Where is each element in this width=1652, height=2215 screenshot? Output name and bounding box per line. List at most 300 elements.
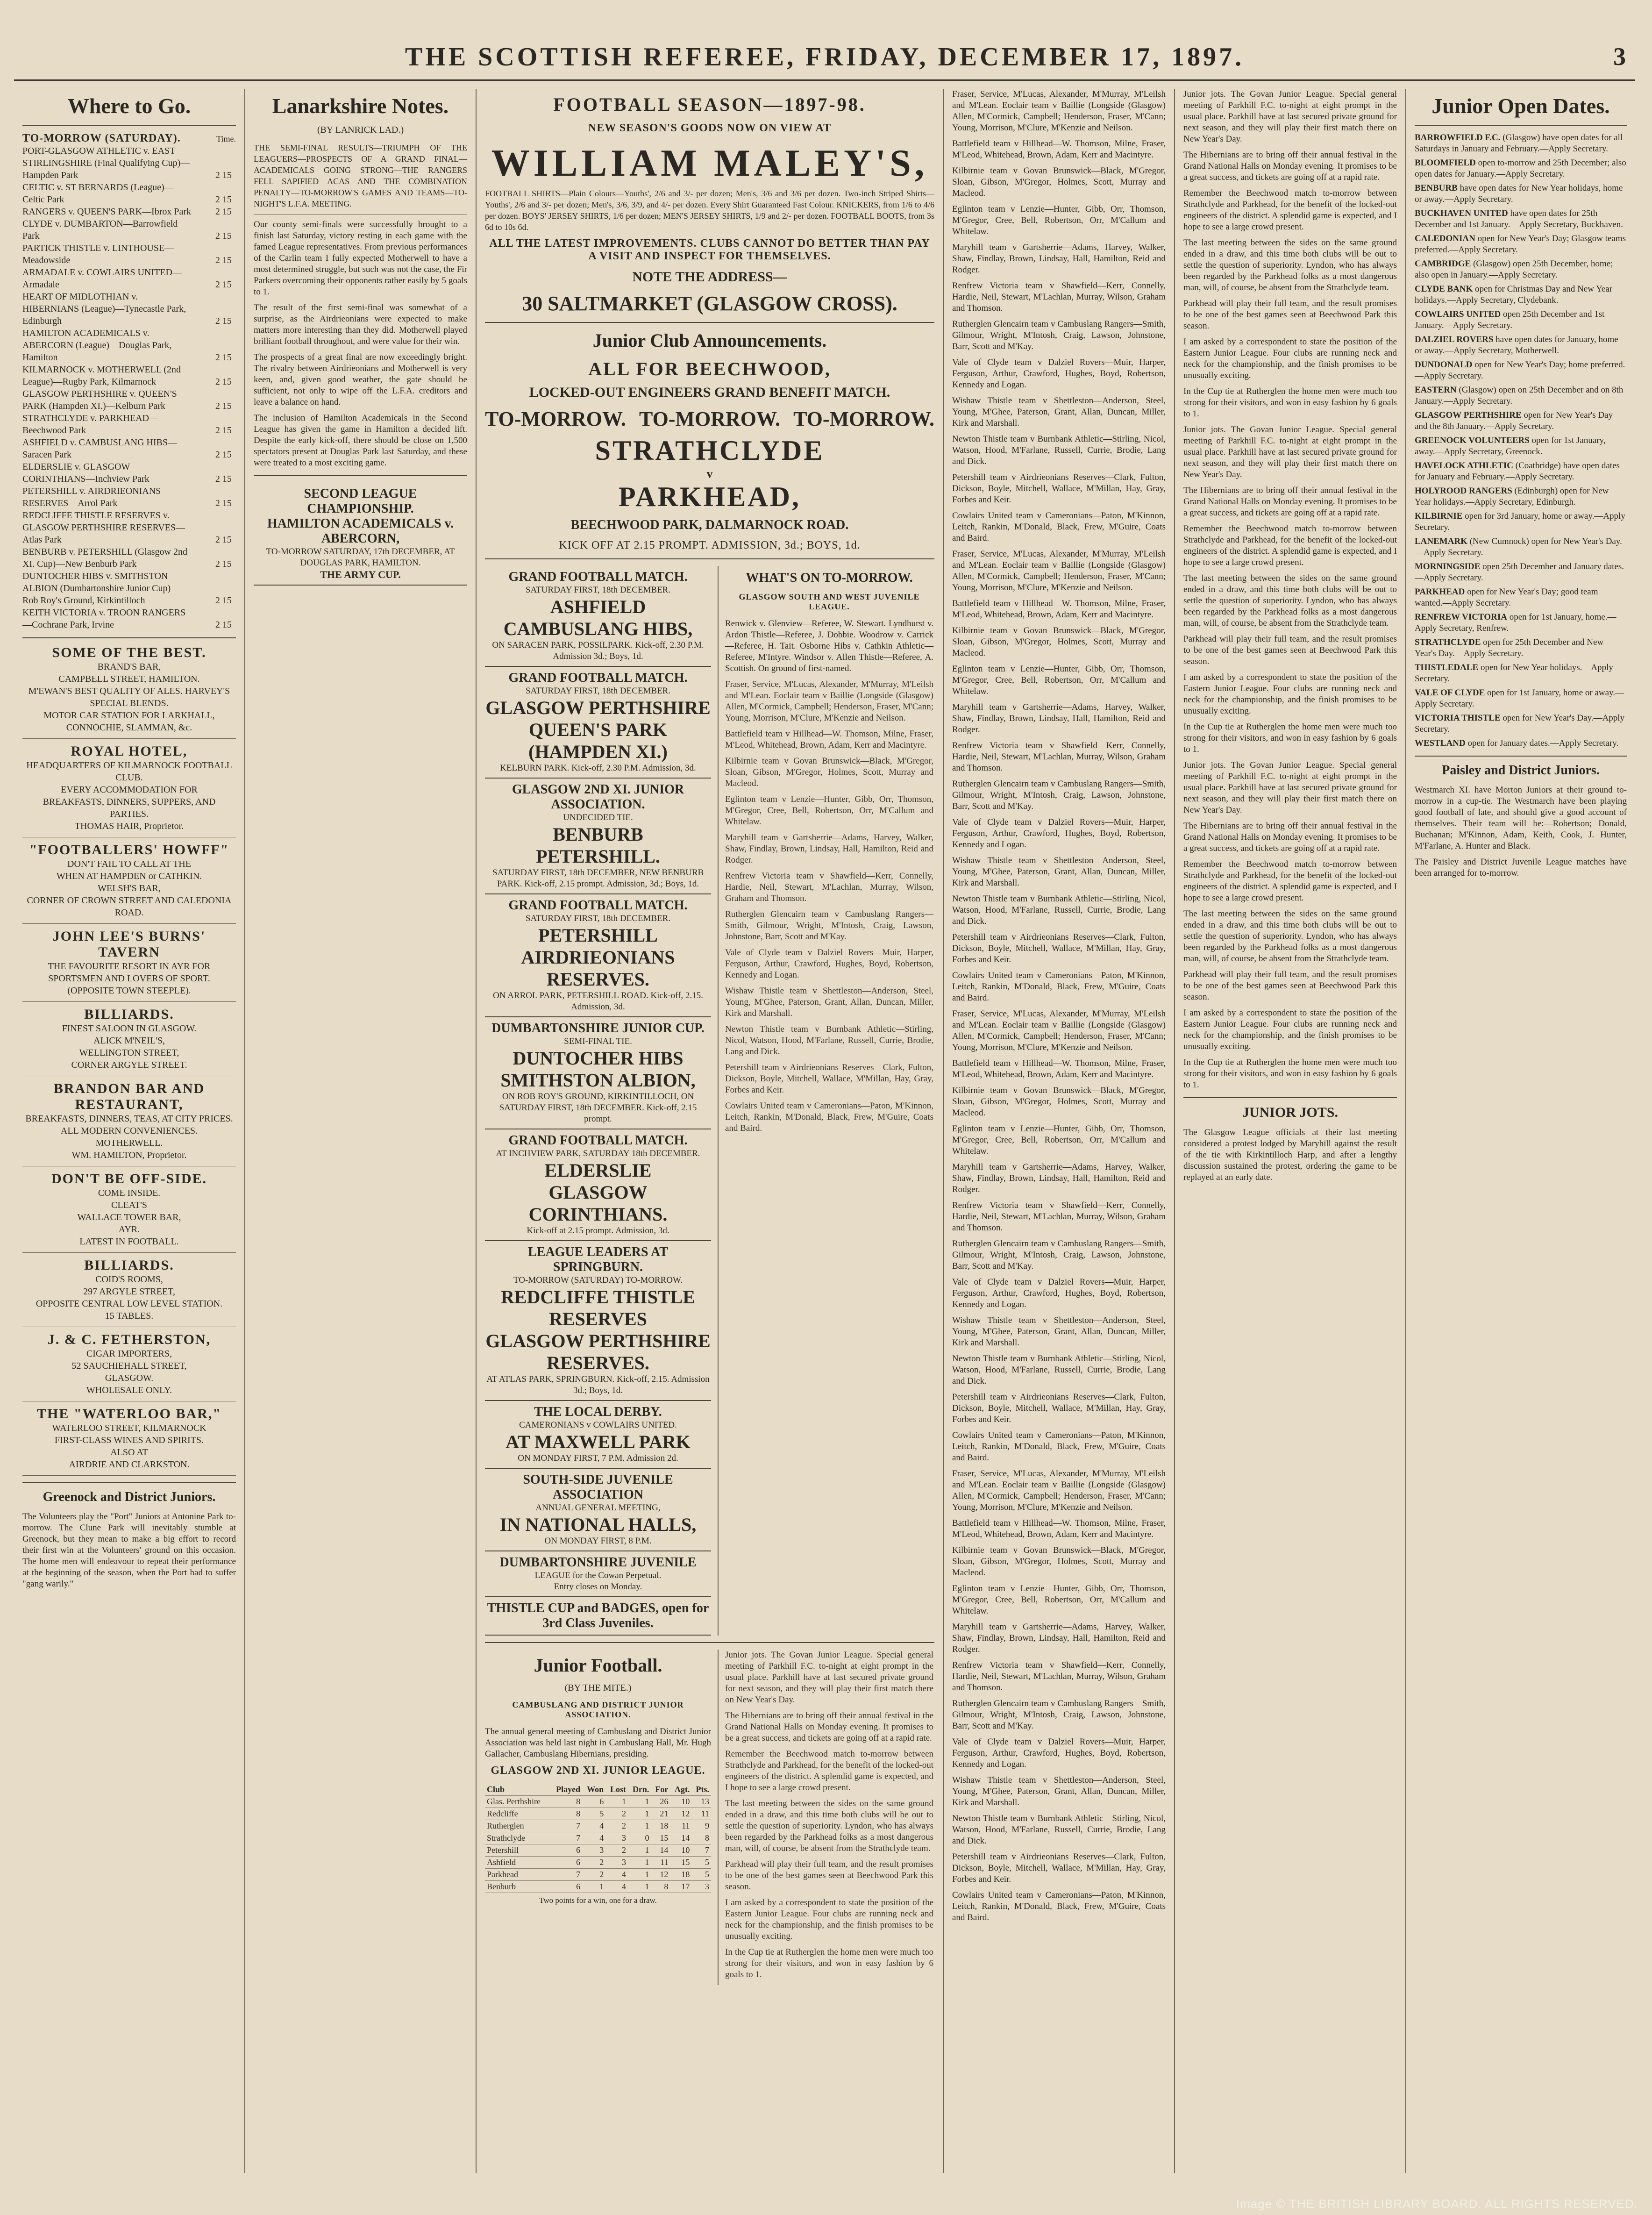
team-line-paragraph: Maryhill team v Gartsherrie—Adams, Harvey, Walker, Shaw, Findlay, Brown, Lindsay, Hall, Hamilton, Reid and Rodger. xyxy=(952,243,1166,275)
match-box-title: GLASGOW 2ND XI. JUNIOR ASSOCIATION. xyxy=(512,782,684,812)
advertisement-line: CORNER ARGYLE STREET. xyxy=(71,1060,187,1070)
tomorrow-label: TO-MORROW. xyxy=(485,407,626,430)
columns xyxy=(14,89,1635,2173)
advertisement-line: ALL MODERN CONVENIENCES. xyxy=(60,1126,198,1136)
advertisement-line: AIRDRIE AND CLARKSTON. xyxy=(69,1459,190,1470)
open-date-club: BARROWFIELD F.C. xyxy=(1415,133,1501,143)
advertisement-line: (OPPOSITE TOWN STEEPLE). xyxy=(67,986,191,996)
junior-note-paragraph: In the Cup tie at Rutherglen the home men were much too strong for their visitors, and won in easy fashion by 6 goals to 1. xyxy=(1183,1057,1397,1090)
table-cell: 11 xyxy=(691,1808,711,1820)
match-box-team: AIRDRIEONIANS RESERVES. xyxy=(521,947,675,990)
table-cell: 2 xyxy=(582,1869,605,1881)
team-lines-text xyxy=(952,89,1166,1923)
open-date-club: VALE OF CLYDE xyxy=(1415,688,1485,698)
match-box-title: GRAND FOOTBALL MATCH. xyxy=(508,1133,688,1148)
team-line-paragraph: Eglinton team v Lenzie—Hunter, Gibb, Orr, Thomson, M'Gregor, Cree, Bell, Robertson, Orr, M'Callum and Whitelaw. xyxy=(725,794,933,827)
fixture-text: CELTIC v. ST BERNARDS (League)—Celtic Park xyxy=(22,182,174,205)
advertisement-line: BREAKFASTS, DINNERS, TEAS, AT CITY PRICES. xyxy=(25,1114,233,1124)
divider xyxy=(254,475,467,476)
where-to-go-heading: Where to Go. xyxy=(67,94,191,118)
advertisement-line: CLEAT'S xyxy=(111,1200,147,1210)
open-date-text: open to-morrow and 25th December; also open dates for January.—Apply Secretary. xyxy=(1415,158,1626,179)
match-box-when: LEAGUE for the Cowan Perpetual. xyxy=(534,1571,662,1580)
table-cell: 6 xyxy=(550,1844,582,1857)
fixture-text: CLYDE v. DUMBARTON—Barrowfield Park xyxy=(22,219,178,241)
team-strathclyde: STRATHCLYDE xyxy=(595,435,825,466)
open-date-text: open for New Year's Day and the 8th January.—Apply Secretary. xyxy=(1415,410,1613,431)
advertisement-line: COME INSIDE. xyxy=(98,1188,161,1198)
table-cell: 1 xyxy=(628,1844,651,1857)
junior-note-paragraph: The last meeting between the sides on the same ground ended in a draw, and this time both clubs will be out to settle the question of superiority. Lyndon, who has always been regarded by the Parkhead folks as a most dangerous man, will, of course, be absent from the Strathclyde team. xyxy=(725,1799,933,1853)
match-box-team: IN NATIONAL HALLS, xyxy=(499,1514,697,1535)
second-league-when: TO-MORROW SATURDAY, 17th DECEMBER, AT DOUGLAS PARK, HAMILTON. xyxy=(266,547,455,568)
open-date-entry xyxy=(1415,662,1627,685)
maley-address: 30 SALTMARKET (GLASGOW CROSS). xyxy=(522,292,897,315)
open-date-entry xyxy=(1415,410,1627,432)
divider xyxy=(485,1642,934,1643)
match-box-title: GRAND FOOTBALL MATCH. xyxy=(508,671,688,685)
advertisement-line: WM. HAMILTON, Proprietor. xyxy=(71,1150,187,1160)
advertisement-line: MOTOR CAR STATION FOR LARKHALL, CONNOCHIE, SLAMMAN, &c. xyxy=(43,710,215,733)
open-date-entry xyxy=(1415,460,1627,483)
open-date-entry xyxy=(1415,511,1627,533)
match-box-title: LEAGUE LEADERS AT SPRINGBURN. xyxy=(528,1245,668,1274)
open-date-text: open for New Year holidays.—Apply Secretary. xyxy=(1415,663,1613,684)
advertisement-line: COID'S ROOMS, xyxy=(95,1274,163,1285)
divider xyxy=(1415,125,1627,126)
fixture-item xyxy=(22,388,236,412)
open-date-entry xyxy=(1415,132,1627,155)
team-line-paragraph: Maryhill team v Gartsherrie—Adams, Harvey, Walker, Shaw, Findlay, Brown, Lindsay, Hall, Hamilton, Reid and Rodger. xyxy=(952,1622,1166,1654)
lanarkshire-paragraphs xyxy=(254,219,467,469)
open-date-club: BENBURB xyxy=(1415,183,1458,193)
advertisement-name: BRANDON BAR AND RESTAURANT, xyxy=(53,1081,205,1112)
table-cell: Petershill xyxy=(485,1844,550,1857)
table-row xyxy=(485,1808,711,1820)
table-cell: Redcliffe xyxy=(485,1808,550,1820)
open-date-text: open for New Year's Day; good team wanted.—Apply Secretary. xyxy=(1415,587,1598,608)
junior-note-paragraph: Remember the Beechwood match to-morrow between Strathclyde and Parkhead, for the benefit of the locked-out engineers of the district. A splendid game is expected, and I hope to see a large crowd present. xyxy=(1183,524,1397,567)
team-line-paragraph: Cowlairs United team v Cameronians—Paton, M'Kinnon, Leitch, Rankin, M'Donald, Black, Frew, M'Guire, Coats and Baird. xyxy=(952,1430,1166,1463)
open-date-entry xyxy=(1415,612,1627,634)
match-box-team: ELDERSLIE xyxy=(544,1160,652,1181)
page-number: 3 xyxy=(1613,43,1626,71)
open-date-club: DALZIEL ROVERS xyxy=(1415,335,1494,344)
second-league-teams: HAMILTON ACADEMICALS v. ABERCORN, xyxy=(267,516,454,546)
match-box-team: PETERSHILL xyxy=(538,925,658,946)
advertisement-line: M'EWAN'S BEST QUALITY OF ALES. HARVEY'S SPECIAL BLENDS. xyxy=(28,686,230,708)
table-cell: 8 xyxy=(550,1796,582,1808)
match-box xyxy=(485,667,711,779)
newspaper-page xyxy=(14,9,1635,2206)
fixture-text: HAMILTON ACADEMICALS v. ABERCORN (League)—Douglas Park, Hamilton xyxy=(22,328,172,363)
whats-on-title: WHAT'S ON TO-MORROW. xyxy=(746,571,913,585)
junior-note-paragraph: The last meeting between the sides on the same ground ended in a draw, and this time both clubs will be out to settle the question of superiority. Lyndon, who has always been regarded by the Parkhead folks as a most dangerous man, will, of course, be absent from the Strathclyde team. xyxy=(1183,909,1397,964)
open-date-club: RENFREW VICTORIA xyxy=(1415,612,1507,622)
advertisement-name: JOHN LEE'S BURNS' TAVERN xyxy=(52,929,206,960)
open-date-entry xyxy=(1415,385,1627,407)
team-line-paragraph: Rutherglen Glencairn team v Cambuslang Rangers—Smith, Gilmour, Wright, M'Intosh, Craig, Lawson, Johnstone, Barr, Scott and M'Kay. xyxy=(952,1239,1166,1271)
fixture-item xyxy=(22,218,236,242)
team-line-paragraph: Maryhill team v Gartsherrie—Adams, Harvey, Walker, Shaw, Findlay, Brown, Lindsay, Hall, Hamilton, Reid and Rodger. xyxy=(952,1162,1166,1194)
junior-note-paragraph: Parkhead will play their full team, and the result promises to be one of the best games seen at Beechwood Park this season. xyxy=(725,1859,933,1892)
advertisement-name: BILLIARDS. xyxy=(84,1007,174,1022)
table-cell: 2 xyxy=(605,1844,628,1857)
fixture-item xyxy=(22,206,236,218)
fixture-item xyxy=(22,570,236,607)
table-cell: 14 xyxy=(670,1832,691,1844)
team-line-paragraph: Petershill team v Airdrieonians Reserves—Clark, Fulton, Dickson, Boyle, Mitchell, Wallace, M'Millan, Hay, Gray, Forbes and Keir. xyxy=(952,472,1166,505)
advertisement xyxy=(22,929,236,997)
open-date-entry xyxy=(1415,258,1627,281)
greenock-text: The Volunteers play the "Port" Juniors at Antonine Park to-morrow. The Clune Park will inevitably stumble at Greenock, but they mean to make a big effort to record their first win at the Volunteers' ground on this occasion. The home men will endeavour to repeat their performance at the beginning of the season, when the Port had to suffer "gang warily." xyxy=(22,1512,236,1589)
junior-note-paragraph: In the Cup tie at Rutherglen the home men were much too strong for their visitors, and won in easy fashion by 6 goals to 1. xyxy=(1183,722,1397,754)
table-cell: 1 xyxy=(628,1881,651,1893)
open-date-club: BLOOMFIELD xyxy=(1415,158,1476,168)
fixture-item xyxy=(22,436,236,461)
team-line-paragraph: Cowlairs United team v Cameronians—Paton, M'Kinnon, Leitch, Rankin, M'Donald, Black, Frew, M'Guire, Coats and Baird. xyxy=(725,1101,933,1133)
fixture-text: KILMARNOCK v. MOTHERWELL (2nd League)—Rugby Park, Kilmarnock xyxy=(22,364,181,387)
league-table-header-cell: Lost xyxy=(605,1784,628,1796)
table-cell: 1 xyxy=(628,1820,651,1832)
second-league-title: SECOND LEAGUE CHAMPIONSHIP. xyxy=(304,486,417,516)
advertisement-list xyxy=(22,645,236,1476)
fixture-text: BENBURB v. PETERSHILL (Glasgow 2nd XI. Cup)—New Benburb Park xyxy=(22,547,187,569)
open-date-entry xyxy=(1415,284,1627,306)
match-box-when: SATURDAY FIRST, 18th DECEMBER. xyxy=(525,914,671,923)
divider xyxy=(485,558,934,559)
beechwood-kickoff: KICK OFF AT 2.15 PROMPT. ADMISSION, 3d.; BOYS, 1d. xyxy=(559,539,861,551)
advertisement-line: HEADQUARTERS OF KILMARNOCK FOOTBALL CLUB. xyxy=(26,760,232,783)
advertisement-name: THE "WATERLOO BAR," xyxy=(37,1406,221,1422)
junior-note-paragraph: Junior jots. The Govan Junior League. Special general meeting of Parkhill F.C. to-night at eight prompt in the usual place. Parkhill have at last secured private ground for next season, and they will play their first match there on New Year's Day. xyxy=(1183,425,1397,479)
open-date-entry xyxy=(1415,309,1627,331)
open-date-club: CAMBRIDGE xyxy=(1415,259,1471,269)
whats-on-text: Renwick v. Glenview—Referee, W. Stewart. Lyndhurst v. Ardon Thistle—Referee, J. Dobbie. Woodrow v. Carrick—Referee, H. Tait. Osborne Hibs v. Cathkin Athletic—Referee, M'Intyre. Windsor v. Allen Thistle—Referee, A. Scottish. On ground of first-named. xyxy=(725,619,933,673)
team-line-paragraph: Vale of Clyde team v Dalziel Rovers—Muir, Harper, Ferguson, Arthur, Crawford, Hughes, Boyd, Robertson, Kennedy and Logan. xyxy=(952,1737,1166,1769)
advertisement xyxy=(22,645,236,734)
fixture-time: 2 15 xyxy=(215,498,232,508)
open-date-text: open for January dates.—Apply Secretary. xyxy=(1467,738,1619,748)
match-box xyxy=(485,1129,711,1241)
beechwood-title: ALL FOR BEECHWOOD, xyxy=(588,358,831,379)
advertisement xyxy=(22,1406,236,1471)
fixture-item xyxy=(22,145,236,181)
advertisement xyxy=(22,842,236,919)
table-cell: 11 xyxy=(670,1820,691,1832)
match-box-where: ON MONDAY FIRST, 7 P.M. Admission 2d. xyxy=(518,1453,678,1463)
team-line-paragraph: Vale of Clyde team v Dalziel Rovers—Muir, Harper, Ferguson, Arthur, Crawford, Hughes, Boyd, Robertson, Kennedy and Logan. xyxy=(952,817,1166,850)
match-box-title: GRAND FOOTBALL MATCH. xyxy=(508,570,688,584)
advertisement-line: WHOLESALE ONLY. xyxy=(86,1385,172,1395)
divider xyxy=(22,125,236,126)
match-box-when: SEMI-FINAL TIE. xyxy=(564,1036,632,1046)
advertisement-line: 52 SAUCHIEHALL STREET, xyxy=(71,1361,187,1371)
open-date-club: VICTORIA THISTLE xyxy=(1415,713,1501,723)
open-date-text: have open dates for 25th December and 1st January.—Apply Secretary, Buckhaven. xyxy=(1415,208,1623,229)
table-cell: 21 xyxy=(651,1808,670,1820)
junior-jots-text: The Glasgow League officials at their last meeting considered a protest lodged by Maryhill against the result of the tie with Kirkintilloch Harp, and after a lengthy discussion sustained the protest, ordering the game to be replayed at an early date. xyxy=(1183,1128,1397,1182)
fixture-item xyxy=(22,412,236,436)
match-box-when: UNDECIDED TIE. xyxy=(563,813,633,822)
league-table-title: GLASGOW 2ND XI. JUNIOR LEAGUE. xyxy=(491,1765,705,1777)
fixture-time: 2 15 xyxy=(215,255,232,265)
advertisement-line: WELSH'S BAR, xyxy=(98,883,161,893)
team-line-paragraph: Kilbirnie team v Govan Brunswick—Black, M'Gregor, Sloan, Gibson, M'Gregor, Holmes, Scott, Murray and Macleod. xyxy=(952,166,1166,198)
fixture-columns-text xyxy=(725,679,933,1134)
fixture-item xyxy=(22,364,236,388)
fixture-item xyxy=(22,327,236,364)
advertisement xyxy=(22,1332,236,1396)
junior-jots-heading: JUNIOR JOTS. xyxy=(1242,1105,1339,1120)
match-box-where: KELBURN PARK. Kick-off, 2.30 P.M. Admission, 3d. xyxy=(500,763,696,773)
team-line-paragraph: Newton Thistle team v Burnbank Athletic—Stirling, Nicol, Watson, Hood, M'Farlane, Russell, Currie, Brodie, Lang and Dick. xyxy=(952,894,1166,926)
open-date-entry xyxy=(1415,157,1627,180)
open-date-entry xyxy=(1415,334,1627,357)
fixture-time: 2 15 xyxy=(215,474,232,484)
team-line-paragraph: Vale of Clyde team v Dalziel Rovers—Muir, Harper, Ferguson, Arthur, Crawford, Hughes, Boyd, Robertson, Kennedy and Logan. xyxy=(725,948,933,980)
match-box xyxy=(485,566,711,667)
versus-label: v xyxy=(706,467,713,480)
open-date-club: STRATHCLYDE xyxy=(1415,637,1481,647)
match-box-when: ANNUAL GENERAL MEETING, xyxy=(535,1503,661,1513)
team-line-paragraph: Eglinton team v Lenzie—Hunter, Gibb, Orr, Thomson, M'Gregor, Cree, Bell, Robertson, Orr, M'Callum and Whitelaw. xyxy=(952,1584,1166,1616)
match-box-where: ON ROB ROY'S GROUND, KIRKINTILLOCH, ON SATURDAY FIRST, 18th DECEMBER. Kick-off, 2.15 prompt. xyxy=(499,1092,697,1124)
match-box-where: ON ARROL PARK, PETERSHILL ROAD. Kick-off, 2.15. Admission, 3d. xyxy=(493,991,703,1012)
advertisement-line: CORNER OF CROWN STREET AND CALEDONIA ROAD. xyxy=(27,895,232,918)
fixture-time: 2 15 xyxy=(215,535,232,545)
match-box xyxy=(485,894,711,1017)
advertisement-name: BILLIARDS. xyxy=(84,1258,174,1273)
divider xyxy=(22,1252,236,1253)
team-line-paragraph: Battlefield team v Hillhead—W. Thomson, Milne, Fraser, M'Leod, Whitehead, Brown, Adam, Kerr and Macintyre. xyxy=(725,729,933,750)
match-box-title: SOUTH-SIDE JUVENILE ASSOCIATION xyxy=(523,1472,673,1502)
team-line-paragraph: Kilbirnie team v Govan Brunswick—Black, M'Gregor, Sloan, Gibson, M'Gregor, Holmes, Scott, Murray and Macleod. xyxy=(725,756,933,788)
open-date-club: LANEMARK xyxy=(1415,536,1467,546)
advertisement-line: BRAND'S BAR, xyxy=(97,662,161,672)
table-cell: 7 xyxy=(550,1832,582,1844)
divider xyxy=(22,738,236,739)
table-cell: 26 xyxy=(651,1796,670,1808)
open-date-text: (Edinburgh) open for New Year holidays.—Apply Secretary, Edinburgh. xyxy=(1415,486,1609,507)
team-line-paragraph: Wishaw Thistle team v Shettleston—Anderson, Steel, Young, M'Ghee, Paterson, Grant, Allan, Duncan, Miller, Kirk and Marshall. xyxy=(725,986,933,1018)
table-cell: 3 xyxy=(605,1857,628,1869)
match-box xyxy=(485,1551,711,1597)
table-cell: 0 xyxy=(628,1832,651,1844)
open-date-entry xyxy=(1415,586,1627,609)
fixture-time: 2 15 xyxy=(215,559,232,569)
open-dates-list xyxy=(1415,132,1627,749)
fixture-time: 2 15 xyxy=(215,194,232,205)
open-date-club: HAVELOCK ATHLETIC xyxy=(1415,461,1513,471)
fixture-text: RANGERS v. QUEEN'S PARK—Ibrox Park xyxy=(22,207,192,217)
beechwood-subtitle: LOCKED-OUT ENGINEERS GRAND BENEFIT MATCH. xyxy=(529,385,890,400)
team-line-paragraph: Rutherglen Glencairn team v Cambuslang Rangers—Smith, Gilmour, Wright, M'Intosh, Craig, Lawson, Johnstone, Barr, Scott and M'Kay. xyxy=(725,909,933,942)
open-date-text: open for New Year's Day; home preferred.—Apply Secretary. xyxy=(1415,360,1625,381)
match-box-where: AT ATLAS PARK, SPRINGBURN. Kick-off, 2.15. Admission 3d.; Boys, 1d. xyxy=(486,1374,710,1395)
season-heading: FOOTBALL SEASON—1897-98. xyxy=(553,94,866,115)
team-line-paragraph: Rutherglen Glencairn team v Cambuslang Rangers—Smith, Gilmour, Wright, M'Intosh, Craig, Lawson, Johnstone, Barr, Scott and M'Kay. xyxy=(952,319,1166,351)
team-line-paragraph: Vale of Clyde team v Dalziel Rovers—Muir, Harper, Ferguson, Arthur, Crawford, Hughes, Boyd, Robertson, Kennedy and Logan. xyxy=(952,1277,1166,1309)
junior-note-paragraph: The last meeting between the sides on the same ground ended in a draw, and this time both clubs will be out to settle the question of superiority. Lyndon, who has always been regarded by the Parkhead folks as a most dangerous man, will, of course, be absent from the Strathclyde team. xyxy=(1183,573,1397,628)
match-box-team: ASHFIELD xyxy=(550,596,646,617)
lanarkshire-paragraph: The prospects of a great final are now exceedingly bright. The rivalry between Airdrieonians and Motherwell is very keen, and, given good weather, the gate should be sufficient, not only to wipe off the L.F.A. creditors and leave a balance on hand. xyxy=(254,352,467,407)
junior-notes-paragraphs xyxy=(1183,89,1397,1091)
table-cell: 1 xyxy=(628,1796,651,1808)
table-cell: 9 xyxy=(691,1820,711,1832)
advertisement-line: LATEST IN FOOTBALL. xyxy=(79,1236,179,1247)
column-where-to-go xyxy=(14,89,245,2173)
league-table-header-cell: Won xyxy=(582,1784,605,1796)
team-line-paragraph: Petershill team v Airdrieonians Reserves—Clark, Fulton, Dickson, Boyle, Mitchell, Wallace, M'Millan, Hay, Gray, Forbes and Keir. xyxy=(952,932,1166,965)
fixture-time: 2 15 xyxy=(215,170,232,180)
fixture-time: 2 15 xyxy=(215,425,232,436)
table-cell: 3 xyxy=(691,1881,711,1893)
fixture-time: 2 15 xyxy=(215,595,232,606)
table-row xyxy=(485,1857,711,1869)
match-box-team: GLASGOW PERTHSHIRE RESERVES. xyxy=(485,1330,711,1373)
table-row xyxy=(485,1844,711,1857)
junior-football-title: Junior Football. xyxy=(534,1655,662,1676)
open-date-text: have open dates for January, home or away.—Apply Secretary, Motherwell. xyxy=(1415,335,1618,356)
open-date-text: (Glasgow) have open dates for all Saturdays in January and February.—Apply Secretary. xyxy=(1415,133,1623,154)
match-box xyxy=(485,1401,711,1469)
fixture-time: 2 15 xyxy=(215,207,232,217)
league-table-header-cell: Pts. xyxy=(691,1784,711,1796)
advertisement-line: CIGAR IMPORTERS, xyxy=(86,1349,172,1359)
league-table-header-cell: Played xyxy=(550,1784,582,1796)
advertisement xyxy=(22,1081,236,1161)
advertisement-line: THOMAS HAIR, Proprietor. xyxy=(74,821,184,831)
junior-note-paragraph: Remember the Beechwood match to-morrow between Strathclyde and Parkhead, for the benefit of the locked-out engineers of the district. A splendid game is expected, and I hope to see a large crowd present. xyxy=(1183,859,1397,903)
paisley-footer-note: The Paisley and District Juvenile League matches have been arranged for to-morrow. xyxy=(1415,857,1627,878)
tomorrow-label: TO-MORROW. xyxy=(639,407,780,430)
fixture-text: KEITH VICTORIA v. TROON RANGERS—Cochrane Park, Irvine xyxy=(22,607,186,630)
table-cell: 4 xyxy=(605,1881,628,1893)
team-line-paragraph: Cowlairs United team v Cameronians—Paton, M'Kinnon, Leitch, Rankin, M'Donald, Black, Frew, M'Guire, Coats and Baird. xyxy=(952,971,1166,1003)
table-cell: 12 xyxy=(651,1869,670,1881)
match-box-title: THE LOCAL DERBY. xyxy=(534,1405,662,1419)
league-table-header-cell: For xyxy=(651,1784,670,1796)
divider xyxy=(22,1475,236,1476)
team-line-paragraph: Petershill team v Airdrieonians Reserves—Clark, Fulton, Dickson, Boyle, Mitchell, Wallace, M'Millan, Hay, Gray, Forbes and Keir. xyxy=(952,1392,1166,1424)
open-date-text: open for 1st January, home.—Apply Secretary, Renfrew. xyxy=(1415,612,1616,633)
advertisement-name: SOME OF THE BEST. xyxy=(52,645,206,660)
match-box xyxy=(485,1469,711,1551)
advertisement-line: WELLINGTON STREET, xyxy=(79,1048,179,1058)
junior-note-paragraph: The Hibernians are to bring off their annual festival in the Grand National Halls on Monday evening. It promises to be a great success, and tickets are going off at a rapid rate. xyxy=(725,1711,933,1743)
open-date-entry xyxy=(1415,208,1627,230)
table-cell: 10 xyxy=(670,1844,691,1857)
team-line-paragraph: Newton Thistle team v Burnbank Athletic—Stirling, Nicol, Watson, Hood, M'Farlane, Russell, Currie, Brodie, Lang and Dick. xyxy=(952,1814,1166,1846)
team-line-paragraph: Battlefield team v Hillhead—W. Thomson, Milne, Fraser, M'Leod, Whitehead, Brown, Adam, Kerr and Macintyre. xyxy=(952,139,1166,160)
match-box-team: QUEEN'S PARK (HAMPDEN XI.) xyxy=(528,719,668,762)
advertisement-line: GLASGOW. xyxy=(105,1373,154,1383)
junior-football-area xyxy=(485,1650,934,1985)
fixture-item xyxy=(22,509,236,546)
fixture-text: PETERSHILL v. AIRDRIEONIANS RESERVES—Arrol Park xyxy=(22,486,161,508)
match-box-team: GLASGOW CORINTHIANS. xyxy=(528,1182,668,1225)
fixture-text: GLASGOW PERTHSHIRE v. QUEEN'S PARK (Hampden XI.)—Kelburn Park xyxy=(22,389,177,411)
table-cell: 5 xyxy=(691,1869,711,1881)
match-box-team: GLASGOW PERTHSHIRE xyxy=(485,697,711,718)
league-table-body xyxy=(485,1796,711,1893)
open-date-club: MORNINGSIDE xyxy=(1415,562,1481,572)
open-date-text: open for 3rd January, home or away.—Apply Secretary. xyxy=(1415,511,1625,532)
open-date-entry xyxy=(1415,536,1627,558)
fixture-time: 2 15 xyxy=(215,316,232,326)
lanarkshire-paragraph: Our county semi-finals were successfully brought to a finish last Saturday, victory resting in each game with the famed League representatives. From previous performances of the Carlin team I fully expected Motherwell to have a most determined struggle, but such was not the case, the Fir Parkers overcoming their opponents rather easily by 5 goals to 1. xyxy=(254,220,467,297)
advertisement-name: DON'T BE OFF-SIDE. xyxy=(51,1171,207,1186)
match-box-where: SATURDAY FIRST, 18th DECEMBER, NEW BENBURB PARK. Kick-off, 2.15 prompt. Admission, 3d.; Boys, 1d. xyxy=(492,868,704,889)
where-to-go-subheading: TO-MORROW (SATURDAY). xyxy=(22,132,181,144)
table-cell: 4 xyxy=(605,1869,628,1881)
fixture-item xyxy=(22,607,236,631)
beechwood-venue: BEECHWOOD PARK, DALMARNOCK ROAD. xyxy=(570,518,849,532)
advertisement-name: ROYAL HOTEL, xyxy=(71,743,188,759)
tomorrow-label: TO-MORROW. xyxy=(793,407,934,430)
table-cell: Parkhead xyxy=(485,1869,550,1881)
open-date-club: THISTLEDALE xyxy=(1415,663,1479,672)
match-box-when: SATURDAY FIRST, 18th DECEMBER. xyxy=(525,585,671,595)
team-line-paragraph: Renfrew Victoria team v Shawfield—Kerr, Connelly, Hardie, Neil, Stewart, M'Lachlan, Murray, Wilson, Graham and Thomson. xyxy=(952,741,1166,773)
open-date-entry xyxy=(1415,637,1627,659)
fixture-text: PARTICK THISTLE v. LINTHOUSE—Meadowside xyxy=(22,243,174,265)
fixture-time: 2 15 xyxy=(215,279,232,290)
advertisement-line: ALSO AT xyxy=(110,1447,148,1458)
column-advertisements xyxy=(477,89,944,2173)
fixture-text: STRATHCLYDE v. PARKHEAD—Beechwood Park xyxy=(22,413,158,436)
right-subcolumn xyxy=(719,566,933,1636)
league-table-header xyxy=(485,1784,711,1796)
league-table-header-cell: Drn. xyxy=(628,1784,651,1796)
open-date-text: (Glasgow) open 25th December, home; also open in January.—Apply Secretary. xyxy=(1415,259,1613,280)
open-dates-heading: Junior Open Dates. xyxy=(1431,94,1610,118)
fixture-list xyxy=(22,145,236,631)
table-cell: Ashfield xyxy=(485,1857,550,1869)
column-open-dates xyxy=(1406,89,1635,2173)
table-cell: Strathclyde xyxy=(485,1832,550,1844)
open-date-entry xyxy=(1415,561,1627,584)
open-date-club: KILBIRNIE xyxy=(1415,511,1463,521)
table-cell: Glas. Perthshire xyxy=(485,1796,550,1808)
open-date-club: BUCKHAVEN UNITED xyxy=(1415,208,1508,218)
divider xyxy=(22,637,236,638)
advertisement-line: CAMPBELL STREET, HAMILTON. xyxy=(58,674,200,684)
fixture-item xyxy=(22,485,236,509)
divider xyxy=(485,322,934,323)
match-box-team: PETERSHILL. xyxy=(536,846,660,867)
fixture-item xyxy=(22,181,236,206)
table-cell: 11 xyxy=(651,1857,670,1869)
match-box-title: DUMBARTONSHIRE JUVENILE xyxy=(499,1555,697,1570)
match-box xyxy=(485,1017,711,1129)
junior-note-paragraph: I am asked by a correspondent to state the position of the Eastern Junior League. Four clubs are running neck and neck for the championship, and the finish promises to be unusually exciting. xyxy=(725,1898,933,1941)
team-line-paragraph: Battlefield team v Hillhead—W. Thomson, Milne, Fraser, M'Leod, Whitehead, Brown, Adam, Kerr and Macintyre. xyxy=(952,1058,1166,1079)
junior-note-paragraph: Remember the Beechwood match to-morrow between Strathclyde and Parkhead, for the benefit of the locked-out engineers of the district. A splendid game is expected, and I hope to see a large crowd present. xyxy=(725,1749,933,1793)
fixture-item xyxy=(22,546,236,570)
table-cell: 5 xyxy=(691,1857,711,1869)
table-cell: 2 xyxy=(605,1808,628,1820)
junior-note-paragraph: I am asked by a correspondent to state the position of the Eastern Junior League. Four clubs are running neck and neck for the championship, and the finish promises to be unusually exciting. xyxy=(1183,337,1397,380)
junior-note-paragraph: The Hibernians are to bring off their annual festival in the Grand National Halls on Monday evening. It promises to be a great success, and tickets are going off at a rapid rate. xyxy=(1183,150,1397,182)
junior-note-paragraph: In the Cup tie at Rutherglen the home men were much too strong for their visitors, and won in easy fashion by 6 goals to 1. xyxy=(725,1947,933,1979)
column-team-lines xyxy=(944,89,1175,2173)
team-line-paragraph: Renfrew Victoria team v Shawfield—Kerr, Connelly, Hardie, Neil, Stewart, M'Lachlan, Murray, Wilson, Graham and Thomson. xyxy=(952,1660,1166,1693)
time-label: Time. xyxy=(216,134,236,143)
open-date-text: open for New Year's Day; Glasgow teams preferred.—Apply Secretary. xyxy=(1415,234,1626,255)
table-cell: Rutherglen xyxy=(485,1820,550,1832)
